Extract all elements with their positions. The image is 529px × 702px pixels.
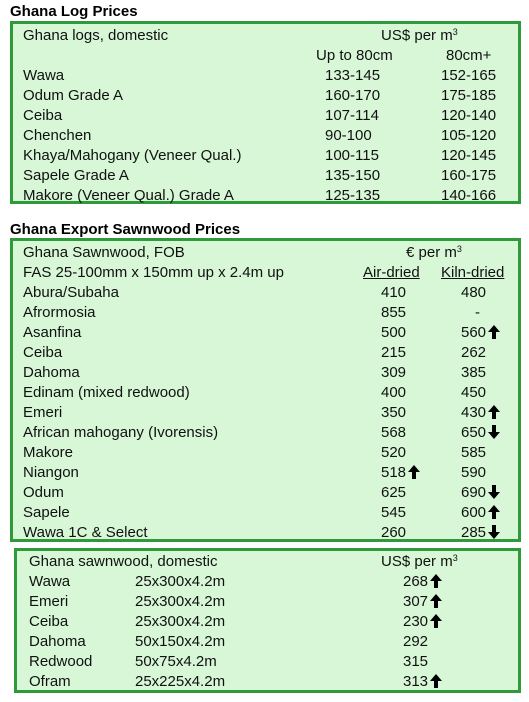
species-name: Odum Grade A [23, 87, 124, 104]
arrow-up-icon [430, 614, 442, 628]
price-air-dried: 350 [381, 404, 407, 421]
table-row [13, 383, 518, 403]
dimensions: 25x300x4.2m [135, 613, 226, 630]
species-name: Wawa [29, 573, 71, 590]
table-row [13, 423, 518, 443]
price-kiln-dried: 450 [461, 384, 487, 401]
species-name: Emeri [29, 593, 69, 610]
log-col-up-to-80cm: Up to 80cm [316, 47, 393, 64]
species-name: Abura/Subaha [23, 284, 119, 301]
export-unit-label: € per $m^3$ [406, 244, 462, 261]
price-air-dried: 400 [381, 384, 407, 401]
table-row [13, 503, 518, 523]
table-row [17, 652, 518, 672]
price-air-dried: 215 [381, 344, 407, 361]
price: 313 [403, 672, 442, 692]
table-row [17, 592, 518, 612]
export-col-air-dried: Air-dried [363, 264, 420, 281]
price-air-dried: 500 [381, 324, 407, 341]
table-row [17, 612, 518, 632]
export-prices-table [10, 238, 521, 542]
table-row [13, 106, 518, 126]
species-name: Ceiba [23, 344, 63, 361]
species-name: Dahoma [29, 633, 86, 650]
table-row [13, 86, 518, 106]
price: 307 [403, 592, 442, 612]
price-air-dried: 309 [381, 364, 407, 381]
table-row [17, 672, 518, 692]
species-name: Dahoma [23, 364, 80, 381]
price: 230 [403, 612, 442, 632]
export-col-kiln-dried: Kiln-dried [441, 264, 505, 281]
price-up-to-80cm: 125-135 [325, 187, 381, 204]
price-80cm-plus: 160-175 [441, 167, 497, 184]
log-prices-title: Ghana Log Prices [10, 3, 138, 20]
species-name: Makore (Veneer Qual.) Grade A [23, 187, 234, 204]
price: 292 [403, 633, 429, 650]
price-up-to-80cm: 100-115 [325, 147, 379, 164]
price-air-dried: 568 [381, 424, 407, 441]
table-row [13, 363, 518, 383]
arrow-up-icon [488, 325, 500, 339]
price-air-dried: 545 [381, 504, 407, 521]
log-table-header: Ghana logs, domestic [23, 27, 169, 44]
species-name: Sapele Grade A [23, 167, 129, 184]
arrow-down-icon [488, 425, 500, 439]
species-name: Odum [23, 484, 64, 501]
dimensions: 25x225x4.2m [135, 673, 226, 690]
price-air-dried: 520 [381, 444, 407, 461]
dimensions: 50x75x4.2m [135, 653, 217, 670]
table-row [17, 572, 518, 592]
price-kiln-dried: 480 [461, 284, 487, 301]
price-up-to-80cm: 107-114 [325, 107, 379, 124]
species-name: Ceiba [23, 107, 63, 124]
price-kiln-dried: 285 [461, 523, 500, 543]
price-kiln-dried: 262 [461, 344, 487, 361]
price-80cm-plus: 105-120 [441, 127, 497, 144]
species-name: Redwood [29, 653, 93, 670]
price-kiln-dried: 690 [461, 483, 500, 503]
dimensions: 25x300x4.2m [135, 573, 226, 590]
log-prices-table [10, 21, 521, 204]
species-name: Ofram [29, 673, 71, 690]
species-name: African mahogany (Ivorensis) [23, 424, 219, 441]
price: 315 [403, 653, 429, 670]
price-air-dried: 625 [381, 484, 407, 501]
price-80cm-plus: 152-165 [441, 67, 497, 84]
price-kiln-dried: 650 [461, 423, 500, 443]
table-row [13, 343, 518, 363]
dimensions: 25x300x4.2m [135, 593, 226, 610]
species-name: Makore [23, 444, 74, 461]
price-up-to-80cm: 90-100 [325, 127, 372, 144]
price-air-dried: 855 [381, 304, 407, 321]
arrow-up-icon [430, 594, 442, 608]
table-row [13, 303, 518, 323]
export-prices-title: Ghana Export Sawnwood Prices [10, 221, 241, 238]
domestic-table-header: Ghana sawnwood, domestic [29, 553, 218, 570]
species-name: Chenchen [23, 127, 92, 144]
arrow-up-icon [488, 505, 500, 519]
price-kiln-dried: 560 [461, 323, 500, 343]
price-80cm-plus: 140-166 [441, 187, 497, 204]
table-row [13, 323, 518, 343]
species-name: Khaya/Mahogany (Veneer Qual.) [23, 147, 242, 164]
export-table-header: Ghana Sawnwood, FOB [23, 244, 185, 261]
species-name: Wawa 1C & Select [23, 524, 148, 541]
domestic-unit-label: US$ per $m^3$ [381, 553, 458, 570]
species-name: Emeri [23, 404, 63, 421]
price-kiln-dried: 590 [461, 464, 487, 481]
species-name: Edinam (mixed redwood) [23, 384, 190, 401]
table-row [13, 166, 518, 186]
price-kiln-dried: 430 [461, 403, 500, 423]
species-name: Asanfina [23, 324, 82, 341]
price-up-to-80cm: 160-170 [325, 87, 381, 104]
table-row [13, 146, 518, 166]
price-air-dried: 410 [381, 284, 407, 301]
log-unit-label: US$ per $m^3$ [381, 27, 458, 44]
arrow-down-icon [488, 525, 500, 539]
table-row [13, 186, 518, 206]
table-row [17, 632, 518, 652]
domestic-sawnwood-table [14, 548, 521, 693]
table-row [13, 126, 518, 146]
price-kiln-dried: - [475, 304, 480, 321]
price-up-to-80cm: 135-150 [325, 167, 381, 184]
species-name: Niangon [23, 464, 79, 481]
species-name: Wawa [23, 67, 65, 84]
arrow-up-icon [408, 465, 420, 479]
price-80cm-plus: 175-185 [441, 87, 497, 104]
arrow-up-icon [430, 574, 442, 588]
table-row [13, 463, 518, 483]
dimensions: 50x150x4.2m [135, 633, 226, 650]
price-80cm-plus: 120-145 [441, 147, 497, 164]
price-kiln-dried: 600 [461, 503, 500, 523]
table-row [13, 443, 518, 463]
price-80cm-plus: 120-140 [441, 107, 497, 124]
table-row [13, 66, 518, 86]
table-row [13, 523, 518, 543]
species-name: Afrormosia [23, 304, 96, 321]
export-spec: FAS 25-100mm x 150mm up x 2.4m up [23, 264, 284, 281]
price-kiln-dried: 585 [461, 444, 487, 461]
price-air-dried: 260 [381, 524, 407, 541]
species-name: Ceiba [29, 613, 69, 630]
log-col-80cm-plus: 80cm+ [446, 47, 492, 64]
arrow-up-icon [430, 674, 442, 688]
price-air-dried: 518 [381, 463, 420, 483]
price-up-to-80cm: 133-145 [325, 67, 381, 84]
arrow-up-icon [488, 405, 500, 419]
table-row [13, 483, 518, 503]
table-row [13, 283, 518, 303]
species-name: Sapele [23, 504, 70, 521]
price-kiln-dried: 385 [461, 364, 487, 381]
price: 268 [403, 572, 442, 592]
table-row [13, 403, 518, 423]
arrow-down-icon [488, 485, 500, 499]
